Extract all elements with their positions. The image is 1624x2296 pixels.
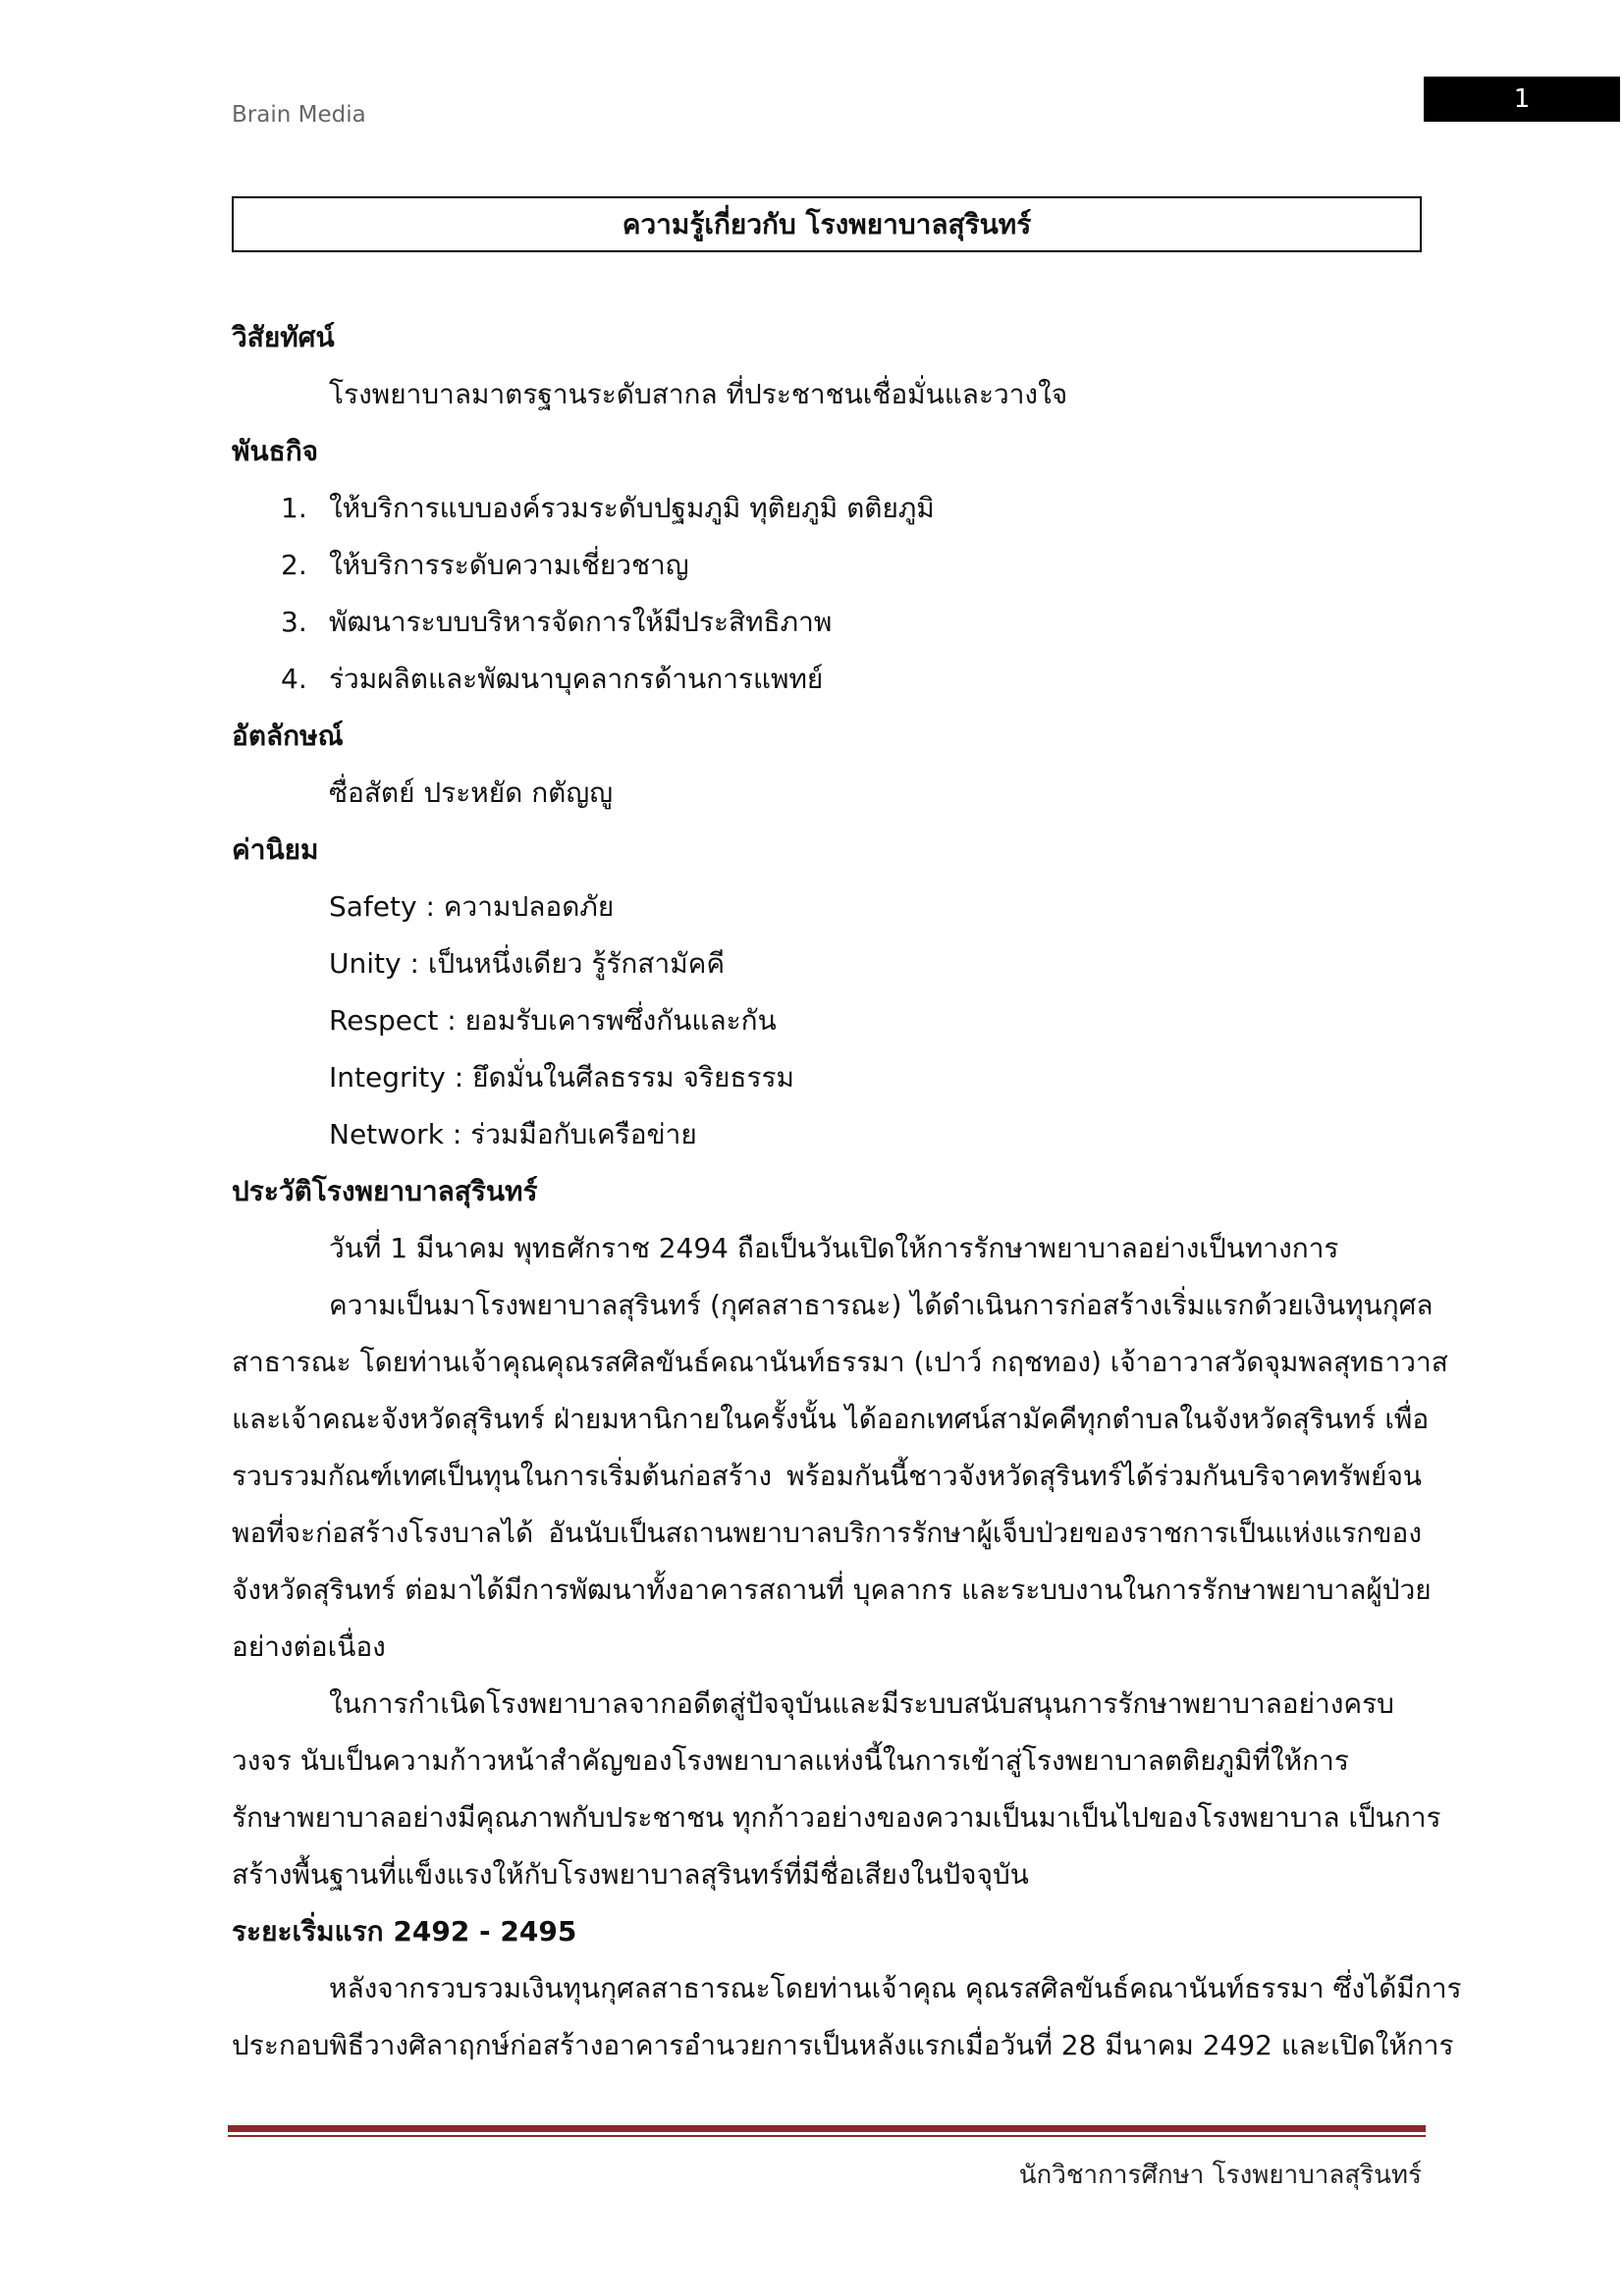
value-desc: : ยึดมั่นในศีลธรรม จริยธรรม — [445, 1061, 794, 1094]
history-paragraph-3-line: รักษาพยาบาลอย่างมีคุณภาพกับประชาชน ทุกก้าวอย่างของความเป็นมาเป็นไปของโรงพยาบาล เป็นการ — [232, 1801, 1441, 1834]
early-period-line: ประกอบพิธีวางศิลาฤกษ์ก่อสร้างอาคารอำนวยการเป็นหลังแรกเมื่อวันที่ 28 มีนาคม 2492 และเปิดให้การ — [232, 2029, 1454, 2061]
value-desc: : เป็นหนึ่งเดียว รู้รักสามัคคี — [401, 947, 726, 980]
history-paragraph-3-line: สร้างพื้นฐานที่แข็งแรงให้กับโรงพยาบาลสุรินทร์ที่มีชื่อเสียงในปัจจุบัน — [232, 1858, 1029, 1891]
early-period-line: หลังจากรวบรวมเงินทุนกุศลสาธารณะโดยท่านเจ้าคุณ คุณรสศิลขันธ์คณานันท์ธรรมา ซึ่งได้มีการ — [329, 1972, 1462, 2004]
value-desc: : ร่วมมือกับเครือข่าย — [443, 1118, 697, 1150]
history-paragraph-2-line: พอที่จะก่อสร้างโรงบาลได้ อันนับเป็นสถานพยาบาลบริการรักษาผู้เจ็บป่วยของราชการเป็นแห่งแรกของ — [232, 1517, 1422, 1549]
mission-item-number: 2. — [281, 549, 307, 581]
history-paragraph-3-line: วงจร นับเป็นความก้าวหน้าสำคัญของโรงพยาบาลแห่งนี้ในการเข้าสู่โรงพยาบาลตติยภูมิที่ให้การ — [232, 1744, 1349, 1777]
page-title: ความรู้เกี่ยวกับ โรงพยาบาลสุรินทร์ — [232, 196, 1422, 252]
history-paragraph-2-line: อย่างต่อเนื่อง — [232, 1630, 386, 1663]
value-item — [329, 947, 726, 980]
brand-label: Brain Media — [232, 102, 366, 128]
footer-text: นักวิชาการศึกษา โรงพยาบาลสุรินทร์ — [1018, 2161, 1422, 2190]
value-item — [329, 1061, 794, 1094]
history-paragraph-3-line: ในการกำเนิดโรงพยาบาลจากอดีตสู่ปัจจุบันและมีระบบสนับสนุนการรักษาพยาบาลอย่างครบ — [329, 1687, 1394, 1720]
value-term: Safety — [329, 890, 417, 923]
identity-heading: อัตลักษณ์ — [232, 720, 344, 752]
history-heading: ประวัติโรงพยาบาลสุรินทร์ — [232, 1175, 538, 1207]
history-paragraph-2-line: และเจ้าคณะจังหวัดสุรินทร์ ฝ่ายมหานิกายในครั้งนั้น ได้ออกเทศน์สามัคคีทุกตำบลในจังหวัดสุรินทร์ เพื่อ — [232, 1403, 1430, 1435]
mission-item-text: ให้บริการระดับความเชี่ยวชาญ — [329, 549, 689, 581]
value-term: Unity — [329, 947, 402, 980]
history-paragraph-1: วันที่ 1 มีนาคม พุทธศักราช 2494 ถือเป็นวันเปิดให้การรักษาพยาบาลอย่างเป็นทางการ — [329, 1232, 1339, 1264]
mission-item-text: ให้บริการแบบองค์รวมระดับปฐมภูมิ ทุติยภูมิ ตติยภูมิ — [329, 492, 935, 524]
footer-divider — [228, 2125, 1426, 2132]
vision-text: โรงพยาบาลมาตรฐานระดับสากล ที่ประชาชนเชื่อมั่นและวางใจ — [329, 378, 1068, 410]
value-term: Integrity — [329, 1061, 446, 1094]
value-item — [329, 1118, 697, 1150]
identity-text: ซื่อสัตย์ ประหยัด กตัญญู — [329, 776, 614, 809]
mission-heading: พันธกิจ — [232, 435, 319, 467]
early-period-heading: ระยะเริ่มแรก 2492 - 2495 — [232, 1915, 577, 1948]
history-paragraph-2-line: สาธารณะ โดยท่านเจ้าคุณคุณรสศิลขันธ์คณานันท์ธรรมา (เปาว์ กฤชทอง) เจ้าอาวาสวัดจุมพลสุทธาวาส — [232, 1346, 1448, 1378]
vision-heading: วิสัยทัศน์ — [232, 321, 335, 353]
values-heading: ค่านิยม — [232, 833, 319, 866]
mission-item-number: 4. — [281, 663, 307, 695]
history-paragraph-2-line: รวบรวมกัณฑ์เทศเป็นทุนในการเริ่มต้นก่อสร้าง พร้อมกันนี้ชาวจังหวัดสุรินทร์ได้ร่วมกันบริจาคทรัพย์จน — [232, 1460, 1422, 1492]
value-desc: : ยอมรับเคารพซึ่งกันและกัน — [438, 1004, 777, 1037]
page-number-badge: 1 — [1424, 77, 1620, 122]
history-paragraph-2-line: จังหวัดสุรินทร์ ต่อมาได้มีการพัฒนาทั้งอาคารสถานที่ บุคลากร และระบบงานในการรักษาพยาบาลผู้ป่วย — [232, 1574, 1432, 1606]
value-item — [329, 1004, 777, 1037]
value-term: Respect — [329, 1004, 439, 1037]
value-term: Network — [329, 1118, 444, 1150]
mission-item-text: พัฒนาระบบบริหารจัดการให้มีประสิทธิภาพ — [329, 606, 833, 638]
footer-divider-thin — [228, 2135, 1426, 2137]
value-desc: : ความปลอดภัย — [416, 890, 615, 923]
value-item — [329, 890, 615, 923]
history-paragraph-2-line: ความเป็นมาโรงพยาบาลสุรินทร์ (กุศลสาธารณะ) ได้ดำเนินการก่อสร้างเริ่มแรกด้วยเงินทุนกุศล — [329, 1289, 1434, 1321]
mission-item-text: ร่วมผลิตและพัฒนาบุคลากรด้านการแพทย์ — [329, 663, 824, 695]
mission-item-number: 1. — [281, 492, 307, 524]
mission-item-number: 3. — [281, 606, 307, 638]
